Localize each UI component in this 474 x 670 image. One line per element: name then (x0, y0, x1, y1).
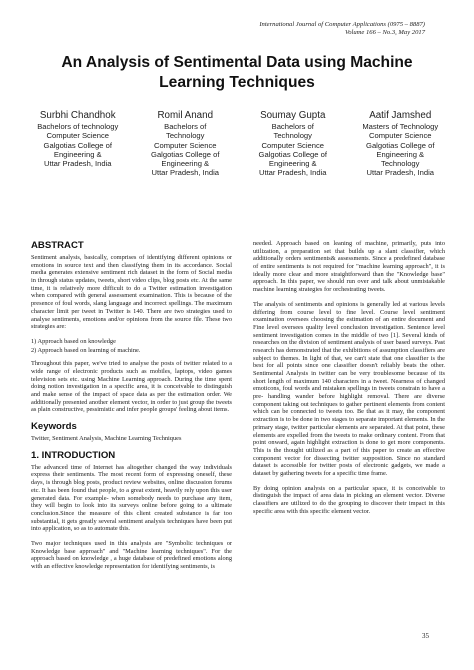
list-item: 1) Approach based on knowledge (31, 337, 116, 345)
author-affiliation-line: Technology (273, 131, 312, 141)
author-affiliation-line: Engineering & (268, 159, 317, 169)
author-name: Aatif Jamshed (369, 110, 432, 121)
author-1 (24, 110, 132, 178)
body-paragraph: needed. Approach based on leaning of machine, primarily, puts into utilization, a preparation set that builds up a slant classifier, which additionally orders sentiments& assessments. Since a predefined database of entire sentiments is not required for "machine learning approach", it is ideally more clear and more straightforward than the "Knowledge base" approach. In this paper, we should run over and talk about unmistakable machine learning strategies for orchestrating tweets. (253, 240, 445, 294)
journal-name: International Journal of Computer Applications (0975 – 8887) (259, 21, 425, 28)
author-affiliation-line: Technology (166, 131, 205, 141)
author-affiliation-line: Technology (381, 159, 420, 169)
author-affiliation-line: Uttar Pradesh, India (43, 159, 112, 169)
body-paragraph: The advanced time of Internet has altogether changed the way individuals express their sentiments. The most recent form of expressing oneself, these days, is through blog posts, product review websites, online discussion forums etc. It has been found that people, to a great extent, heavily rely upon this user generated data. For example- when somebody needs to purchase any item, they will begin to look into its surveys online before going to a ultimate conclusion.Since the measure of this client created substance is far too substantial, it gets greatly several sentiment analysis techniques have been put into application, so as to automate this. (31, 463, 232, 533)
page-number: 35 (422, 632, 429, 640)
author-affiliation-line: Bachelors of technology (37, 122, 119, 131)
keywords-text: Twitter, Sentiment Analysis, Machine Learning Techniques (31, 435, 182, 443)
author-affiliation-line: Galgotias College of (43, 140, 112, 150)
author-affiliation-line: Galgotias College of (366, 140, 435, 150)
author-3 (239, 110, 347, 178)
author-name: Romil Anand (157, 110, 214, 121)
author-affiliation-line: Computer Science (46, 131, 109, 141)
author-2 (132, 110, 240, 178)
author-affiliation-line: Engineering & (161, 159, 210, 169)
journal-volume: Volume 166 – No.3, May 2017 (344, 29, 425, 37)
author-affiliation-line: Galgotias College of (258, 149, 327, 159)
abstract-paragraph: Sentiment analysis, basically, comprises of identifying different opinions or emotions in source text and then classifying them in its accordance. Social media generates extensive sentiment rich dataset in the form of Social media in through status updates, tweets, short video clips, blog posts etc. At the same time, it is relatively more difficult to do a Twitter estimation investigation when compared with general assessment examination. This is because of the presence of foul words, slang language and incorrect spellings. The maximum character limit per tweet in Twitter is 140. There are two strategies used to analyse sentiments, emotions and/or opinions from the source file. These two strategies are: (31, 254, 232, 331)
author-affiliation-line: Computer Science (154, 140, 217, 150)
journal-header (259, 21, 425, 37)
author-affiliation-line: Galgotias College of (151, 149, 220, 159)
author-affiliation-line: Engineering & (376, 149, 425, 159)
list-item: 2) Approach based on learning of machine. (31, 346, 141, 354)
title-line-1: An Analysis of Sentimental Data using Machine (61, 54, 413, 71)
author-affiliation-line: Uttar Pradesh, India (151, 168, 220, 178)
paper-title (30, 53, 444, 93)
body-paragraph: The analysis of sentiments and opinions is generally led at various levels differing from course level to fine level. Course level sentiment examination oversees choosing the estimation of an entire document and Fine level oversees quality level conclusion investigation. Sentence level sentiment investigation comes in the middle of two [1]. Several kinds of researches on the division of sentiment analysis of user based surveys. Past research has demonstrated that the exhibitions of assumption classifiers are subject to themes. In light of that, we can't state that one classifier is the best for all points since one classifier doesn't reliably beats the other. Sentimental Analysis in twitter can be very troublesome because of its short length of maximum 140 characters in a tweet. Nearness of changed emoticons, foul words and mistaken spellings in tweets constrain to have a pre- handling wander before highlight removal. There are diverse component taking out techniques to gather pertinent elements from content which can be connected to tweets too. Be that as it may, the component extraction is to be done in two stages to separate important elements. In the primary stage, twitter particular elements are separated. At that point, these elements are expelled from the tweets to make ordinary content. From that point onward, again highlight extraction is done to get more components. This is the thought utilized as a part of this paper to create an effective component vector for dissecting twitter supposition. Since no standard dataset is accessible for twitter posts of electronic gadgets, we made a dataset by gathering tweets for a specific time frame. (253, 300, 445, 477)
author-affiliation-line: Uttar Pradesh, India (258, 168, 327, 178)
author-affiliation-line: Bachelors of (164, 122, 207, 131)
abstract-heading: ABSTRACT (31, 240, 84, 251)
body-paragraph: Two major techniques used in this analysis are "Symbolic techniques or Knowledge base approach" and "Machine learning techniques". For the approach based on knowledge , a huge database of predefined emotions along with an effective knowledge representation for identifying sentiments, is (31, 539, 232, 570)
right-column (253, 240, 445, 522)
author-affiliation-line: Computer Science (369, 131, 432, 141)
abstract-paragraph: Throughout this paper, we've tried to analyse the posts of twitter related to a wide range of electronic products such as mobiles, laptops, video games television sets etc. using Machine Learning approach. During the time spent doing notion investigation in a specific area, it is conceivable to distinguish and make sense of the impact of space data as per the estimation order. We additionally presented another element vector, in order to just group the tweets as plain constructive, pessimistic and infer people groups' feeling about items. (31, 360, 232, 414)
body-paragraph: By doing opinion analysis on a particular space, it is conceivable to distinguish the impact of area data in picking an element vector. Diverse classifiers are utilized to do the grouping to discover their impact in this specific area with this specific element vector. (253, 484, 445, 515)
author-name: Soumay Gupta (260, 110, 326, 121)
author-affiliation-line: Computer Science (261, 140, 324, 150)
author-affiliation-line: Engineering & (53, 149, 102, 159)
author-block (24, 110, 454, 178)
strategy-list (31, 338, 232, 354)
author-name: Surbhi Chandhok (39, 110, 116, 121)
title-line-2: Learning Techniques (159, 74, 315, 91)
keywords-heading: Keywords (31, 421, 77, 433)
left-column (31, 240, 232, 578)
author-4 (347, 110, 455, 178)
author-affiliation-line: Bachelors of (271, 122, 314, 131)
author-affiliation-line: Masters of Technology (362, 122, 439, 131)
author-affiliation-line: Uttar Pradesh, India (366, 168, 435, 178)
introduction-heading: 1. INTRODUCTION (31, 449, 116, 461)
